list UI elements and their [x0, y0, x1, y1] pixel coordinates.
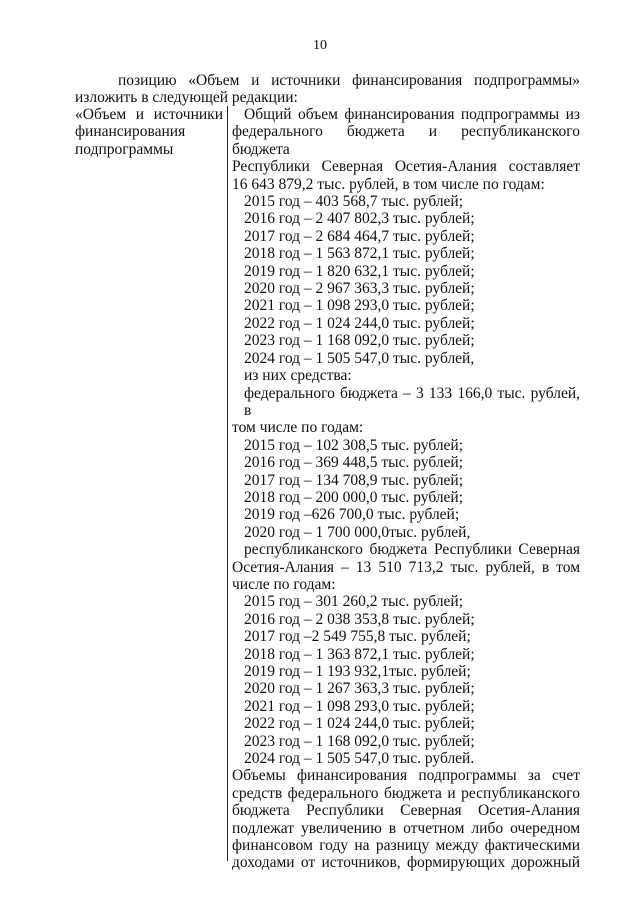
paragraph-line: доходами от источников, формирующих дорожный: [232, 854, 580, 872]
year-line: 2016 год – 369 448,5 тыс. рублей;: [244, 454, 464, 472]
year-line: 2019 год – 1 820 632,1 тыс. рублей;: [244, 262, 475, 280]
intro-paragraph: [75, 72, 580, 107]
paragraph-line: республиканского бюджета Республики Северная: [244, 541, 580, 559]
year-line: 2021 год – 1 098 293,0 тыс. рублей;: [244, 697, 475, 715]
year-line: 2018 год – 1 563 872,1 тыс. рублей;: [244, 245, 475, 263]
paragraph-line: федерального бюджета и республиканского бюджета: [232, 123, 580, 158]
paragraph-line: Объемы финансирования подпрограммы за счет: [232, 767, 580, 785]
year-line: 2019 год –626 700,0 тыс. рублей;: [244, 506, 460, 524]
paragraph-line: том числе по годам:: [232, 419, 364, 437]
table-left-cell: [75, 106, 223, 158]
year-line: 2016 год – 2 407 802,3 тыс. рублей;: [244, 210, 475, 228]
intro-line: изложить в следующей редакции:: [75, 89, 298, 107]
of-which-line: из них средства:: [244, 367, 352, 385]
year-line: 2016 год – 2 038 353,8 тыс. рублей;: [244, 610, 475, 628]
year-line: 2023 год – 1 168 092,0 тыс. рублей;: [244, 732, 475, 750]
year-line: 2022 год – 1 024 244,0 тыс. рублей;: [244, 715, 475, 733]
paragraph-line: федерального бюджета – 3 133 166,0 тыс. рублей, в: [244, 384, 580, 419]
table-right-cell: [232, 106, 580, 872]
year-line: 2019 год – 1 193 932,1тыс. рублей;: [244, 663, 471, 680]
intro-line: позицию «Объем и источники финансирования подпрограммы»: [118, 72, 580, 89]
left-cell-line: «Объем и источники: [75, 106, 223, 123]
year-line: 2015 год – 301 260,2 тыс. рублей;: [244, 593, 464, 611]
year-line: 2024 год – 1 505 547,0 тыс. рублей,: [244, 349, 475, 367]
year-line: 2023 год – 1 168 092,0 тыс. рублей;: [244, 332, 475, 350]
paragraph-line: финансовом году на разницу между фактическими: [232, 837, 580, 855]
paragraph-line: Общий объем финансирования подпрограммы из: [244, 106, 580, 123]
year-line: 2017 год –2 549 755,8 тыс. рублей;: [244, 628, 471, 646]
year-line: 2024 год – 1 505 547,0 тыс. рублей.: [244, 750, 475, 768]
year-line: 2018 год – 1 363 872,1 тыс. рублей;: [244, 645, 475, 663]
left-cell-line: подпрограммы: [75, 140, 174, 158]
page-number: 10: [313, 38, 327, 53]
year-line: 2018 год – 200 000,0 тыс. рублей;: [244, 488, 464, 506]
year-line: 2017 год – 2 684 464,7 тыс. рублей;: [244, 227, 475, 245]
year-line: 2020 год – 1 267 363,3 тыс. рублей;: [244, 680, 475, 698]
year-line: 2015 год – 403 568,7 тыс. рублей;: [244, 193, 464, 211]
paragraph-line: подлежат увеличению в отчетном либо очередном: [232, 819, 580, 837]
left-cell-line: финансирования: [75, 123, 186, 141]
year-line: 2020 год – 2 967 363,3 тыс. рублей;: [244, 280, 475, 298]
column-divider: [227, 106, 228, 861]
year-line: 2020 год – 1 700 000,0тыс. рублей,: [244, 523, 471, 541]
year-line: 2015 год – 102 308,5 тыс. рублей;: [244, 436, 464, 454]
paragraph-line: Республики Северная Осетия-Алания составляет: [232, 158, 580, 176]
paragraph-line: 16 643 879,2 тыс. рублей, в том числе по годам:: [232, 175, 545, 193]
year-line: 2021 год – 1 098 293,0 тыс. рублей;: [244, 297, 475, 315]
paragraph-line: числе по годам:: [232, 575, 336, 593]
paragraph-line: Осетия-Алания – 13 510 713,2 тыс. рублей, в том: [232, 558, 580, 576]
year-line: 2017 год – 134 708,9 тыс. рублей;: [244, 471, 464, 489]
paragraph-line: бюджета Республики Северная Осетия-Алания: [232, 802, 580, 820]
paragraph-line: средств федерального бюджета и республиканского: [232, 784, 580, 802]
year-line: 2022 год – 1 024 244,0 тыс. рублей;: [244, 314, 475, 332]
